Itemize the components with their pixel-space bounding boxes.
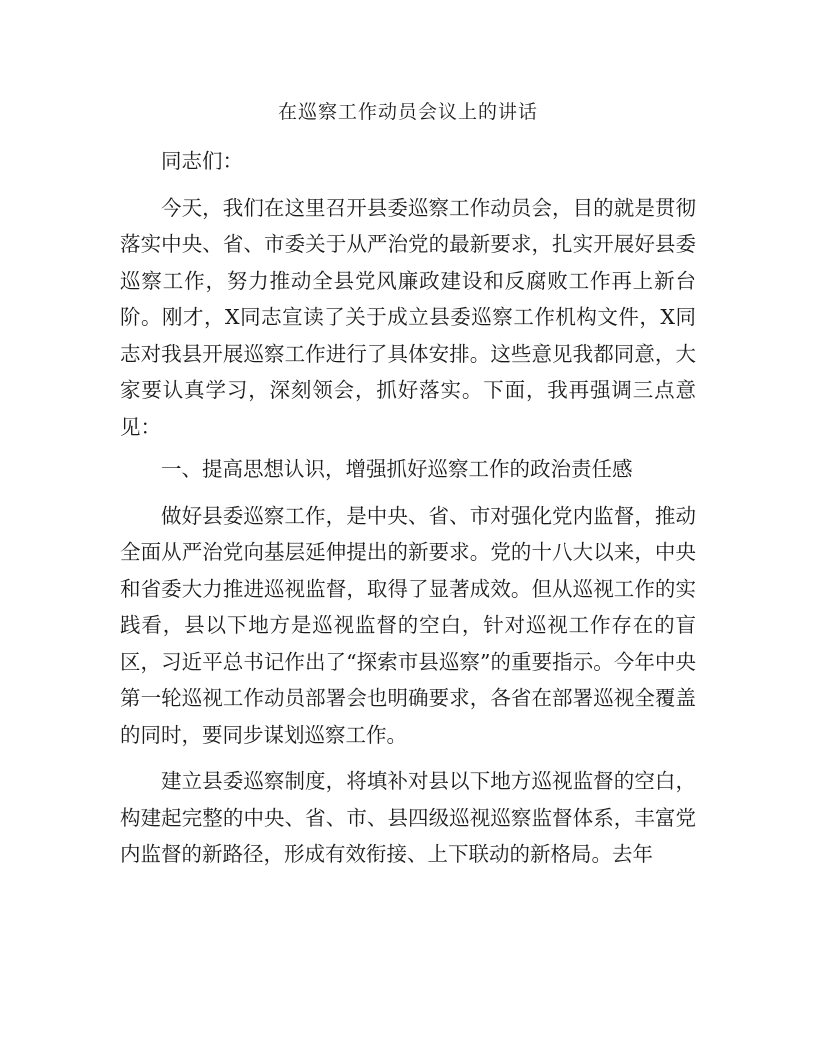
section-heading-1: 一、提高思想认识，增强抓好巡察工作的政治责任感: [161, 457, 633, 481]
paragraph-section-1: 做好县委巡察工作，是中央、省、市对强化党内监督，推动全面从严治党向基层延伸提出的新要求。党的十八大以来，中央和省委大力推进巡视监督，取得了显著成效。但从巡视工作的实践看，县以下地方是巡视监督的空白，针对巡视工作存在的盲区，习近平总书记作出了“探索市县巡察”的重要指示。今年中央第一轮巡视工作动员部署会也明确要求，各省在部署巡视全覆盖的同时，要同步谋划巡察工作。: [120, 503, 696, 747]
paragraph-inspection-system: 建立县委巡察制度，将填补对县以下地方巡视监督的空白，构建起完整的中央、省、市、县四级巡视巡察监督体系，丰富党内监督的新路径，形成有效衔接、上下联动的新格局。去年: [120, 769, 696, 866]
document-title: 在巡察工作动员会议上的讲话: [277, 101, 538, 123]
salutation: 同志们：: [161, 149, 243, 173]
paragraph-opening: 今天，我们在这里召开县委巡察工作动员会，目的就是贯彻落实中央、省、市委关于从严治党的最新要求，扎实开展好县委巡察工作，努力推动全县党风廉政建设和反腐败工作再上新台阶。刚才，X同志宣读了关于成立县委巡察工作机构文件，X同志对我县开展巡察工作进行了具体安排。这些意见我都同意，大家要认真学习，深刻领会，抓好落实。下面，我再强调三点意见：: [120, 195, 696, 439]
document-body: [120, 143, 696, 873]
